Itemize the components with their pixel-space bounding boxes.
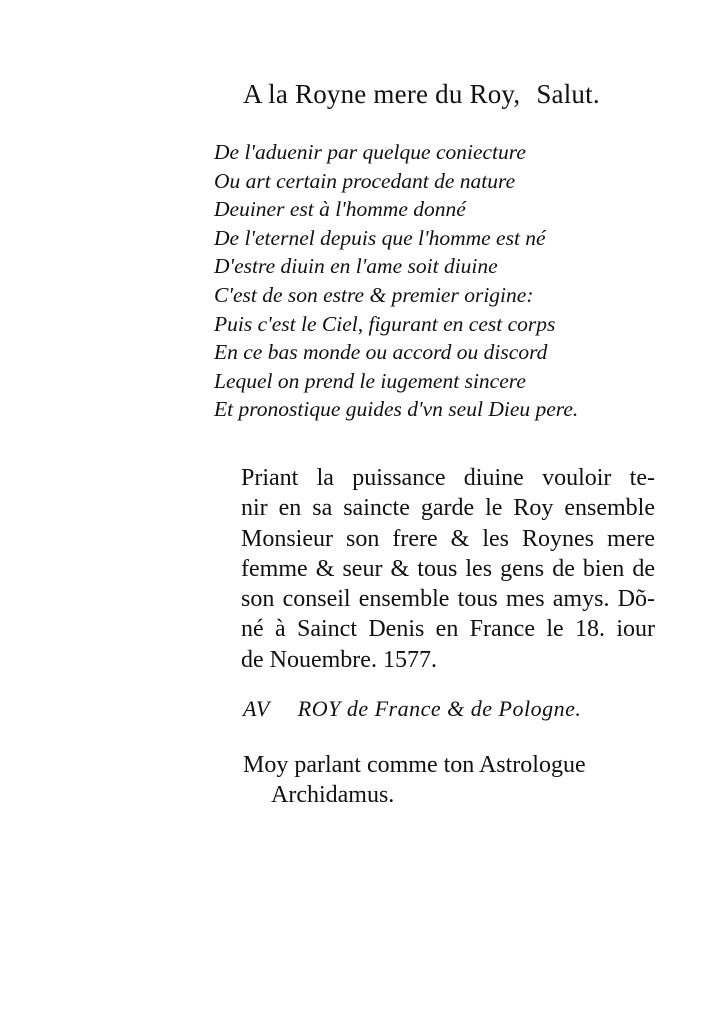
dedication-line [243, 694, 581, 724]
verse-line: De l'aduenir par quelque coniecture [214, 140, 526, 164]
dedication-part-au: AV [243, 696, 270, 721]
verse-line: Et pronostique guides d'vn seul Dieu pere. [214, 397, 579, 422]
verse-line: Puis c'est le Ciel, figurant en cest corps [214, 311, 556, 336]
prose-line: femme & seur & tous les gens de bien de [241, 555, 655, 582]
heading-salut: Salut. [536, 79, 600, 109]
prose-line: nir en sa saincte garde le Roy ensemble [241, 495, 655, 522]
verse-line: D'estre diuin en l'ame soit diuine [214, 254, 498, 279]
verse-line: De l'eternel depuis que l'homme est né [214, 225, 546, 250]
verse-block [214, 138, 578, 424]
prose-line: Priant la puissance diuine vouloir te- [241, 465, 655, 491]
verse-line: C'est de son estre & premier origine: [214, 282, 534, 307]
verse-line: Ou art certain procedant de nature [214, 168, 516, 193]
closing-block [243, 750, 586, 810]
prose-paragraph [241, 463, 655, 675]
closing-line: Moy parlant comme ton Astrologue [243, 752, 586, 778]
prose-line: Monsieur son frere & les Roynes mere [241, 525, 655, 552]
prose-line: né à Sainct Denis en France le 18. iour [241, 616, 655, 643]
signature: Archidamus. [271, 782, 395, 808]
prose-line: de Nouembre. 1577. [241, 646, 437, 673]
verse-line: Deuiner est à l'homme donné [214, 197, 466, 222]
heading-title: A la Royne mere du Roy, [243, 79, 521, 109]
letter-heading [243, 78, 600, 110]
verse-line: Lequel on prend le iugement sincere [214, 368, 526, 393]
verse-line: En ce bas monde ou accord ou discord [214, 340, 548, 365]
prose-line: son conseil ensemble tous mes amys. Dõ- [241, 586, 655, 613]
dedication-part-roy: ROY de France & de Pologne. [297, 696, 582, 721]
